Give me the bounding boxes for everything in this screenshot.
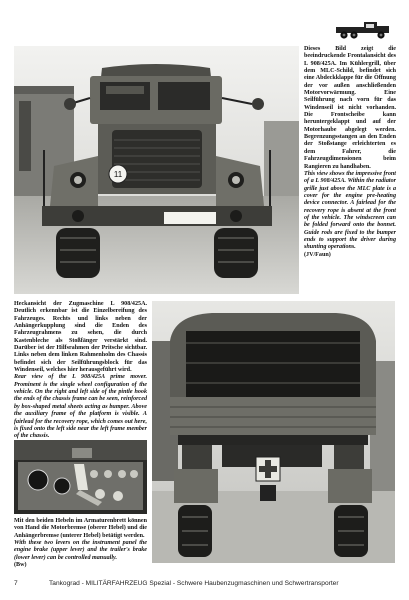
front-view-photo	[14, 46, 299, 294]
caption-de: Mit den beiden Hebeln im Armaturenbrett können von Hand die Motorbremse (oberer Hebel) und die Anhängerbremse (unterer Hebel) betätigt werden.	[14, 518, 147, 539]
page-number: 7	[14, 580, 18, 587]
running-title: Tankograd - MILITÄRFAHRZEUG Spezial - Schwere Haubenzugmaschinen und Schwertransporter	[49, 580, 339, 587]
dashboard-caption	[14, 518, 147, 569]
caption-en: Rear view of the L 908/425A prime mover. Prominent is the single wheel configuration of the vehicle. On the right and left side of the pintle hook the ends of the chassis frame can be seen, reinforced by box-shaped metal sheets acting as bumper. Above the auxiliary frame of the platform is visible. A fairlead for the recovery rope, which comes out here, is fixed onto the left side near the left frame member of the chassis.	[14, 374, 147, 440]
rear-view-photo	[152, 301, 395, 563]
caption-credit: (Bw)	[14, 562, 27, 569]
truck-silhouette-icon	[334, 18, 392, 40]
dashboard-photo	[14, 440, 147, 514]
caption-de: Heckansicht der Zugmaschine L 908/425A. Deutlich erkennbar ist die Einzelbereifung des Fahrzeuges. Rechts und links neben der Anhängerkupplung sind die Enden des Fahrzeugrahmens zu sehen, die durch Kastenbleche als Stoßfänger verstärkt sind. Darüber ist der Hilfsrahmen der Pritsche sichtbar. Links neben dem linken Rahmenholm des Chassis befindet sich der Seilführungsblock für das Windenseil, welches hier herausgeführt wird.	[14, 301, 147, 374]
caption-credit: (JV/Faun)	[304, 251, 331, 258]
caption-en: With these two levers on the instrument panel the engine brake (upper lever) and the trailer's brake (lower lever) can be controlled manually.	[14, 540, 147, 561]
page-footer	[14, 578, 395, 590]
caption-en: This view shows the impressive front of a L 908/425A. Within the radiator grille just above the MLC plate is a cover for the engine pre-heating device connector. A fairlead for the recovery rope is absent at the front of the vehicle. The windscreen can be folded forward onto the bonnet. Guide rods are fixed to the bumper ends to support the driver during shunting operations.	[304, 170, 396, 251]
rear-caption	[14, 301, 147, 448]
caption-de: Dieses Bild zeigt die beeindruckende Frontalansicht des L 908/425A. Im Kühlergrill, über dem MLC-Schild, befindet sich eine Abdeckklappe für die Öffnung der vor außen anschließenden Motorvorwärmung. Eine Seilführung nach vorn für das Windenseil ist nicht vorhanden. Die Frontscheibe kann heruntergeklappt und auf der Motorhaube abgelegt werden. Begrenzungsstangen an den Enden der Stoßstange erleichterten es dem Fahrer, die Fahrzeugdimensionen beim Rangieren zu handhaben.	[304, 46, 396, 170]
front-caption	[304, 46, 396, 259]
mlc-plate-label: 11	[113, 170, 123, 179]
